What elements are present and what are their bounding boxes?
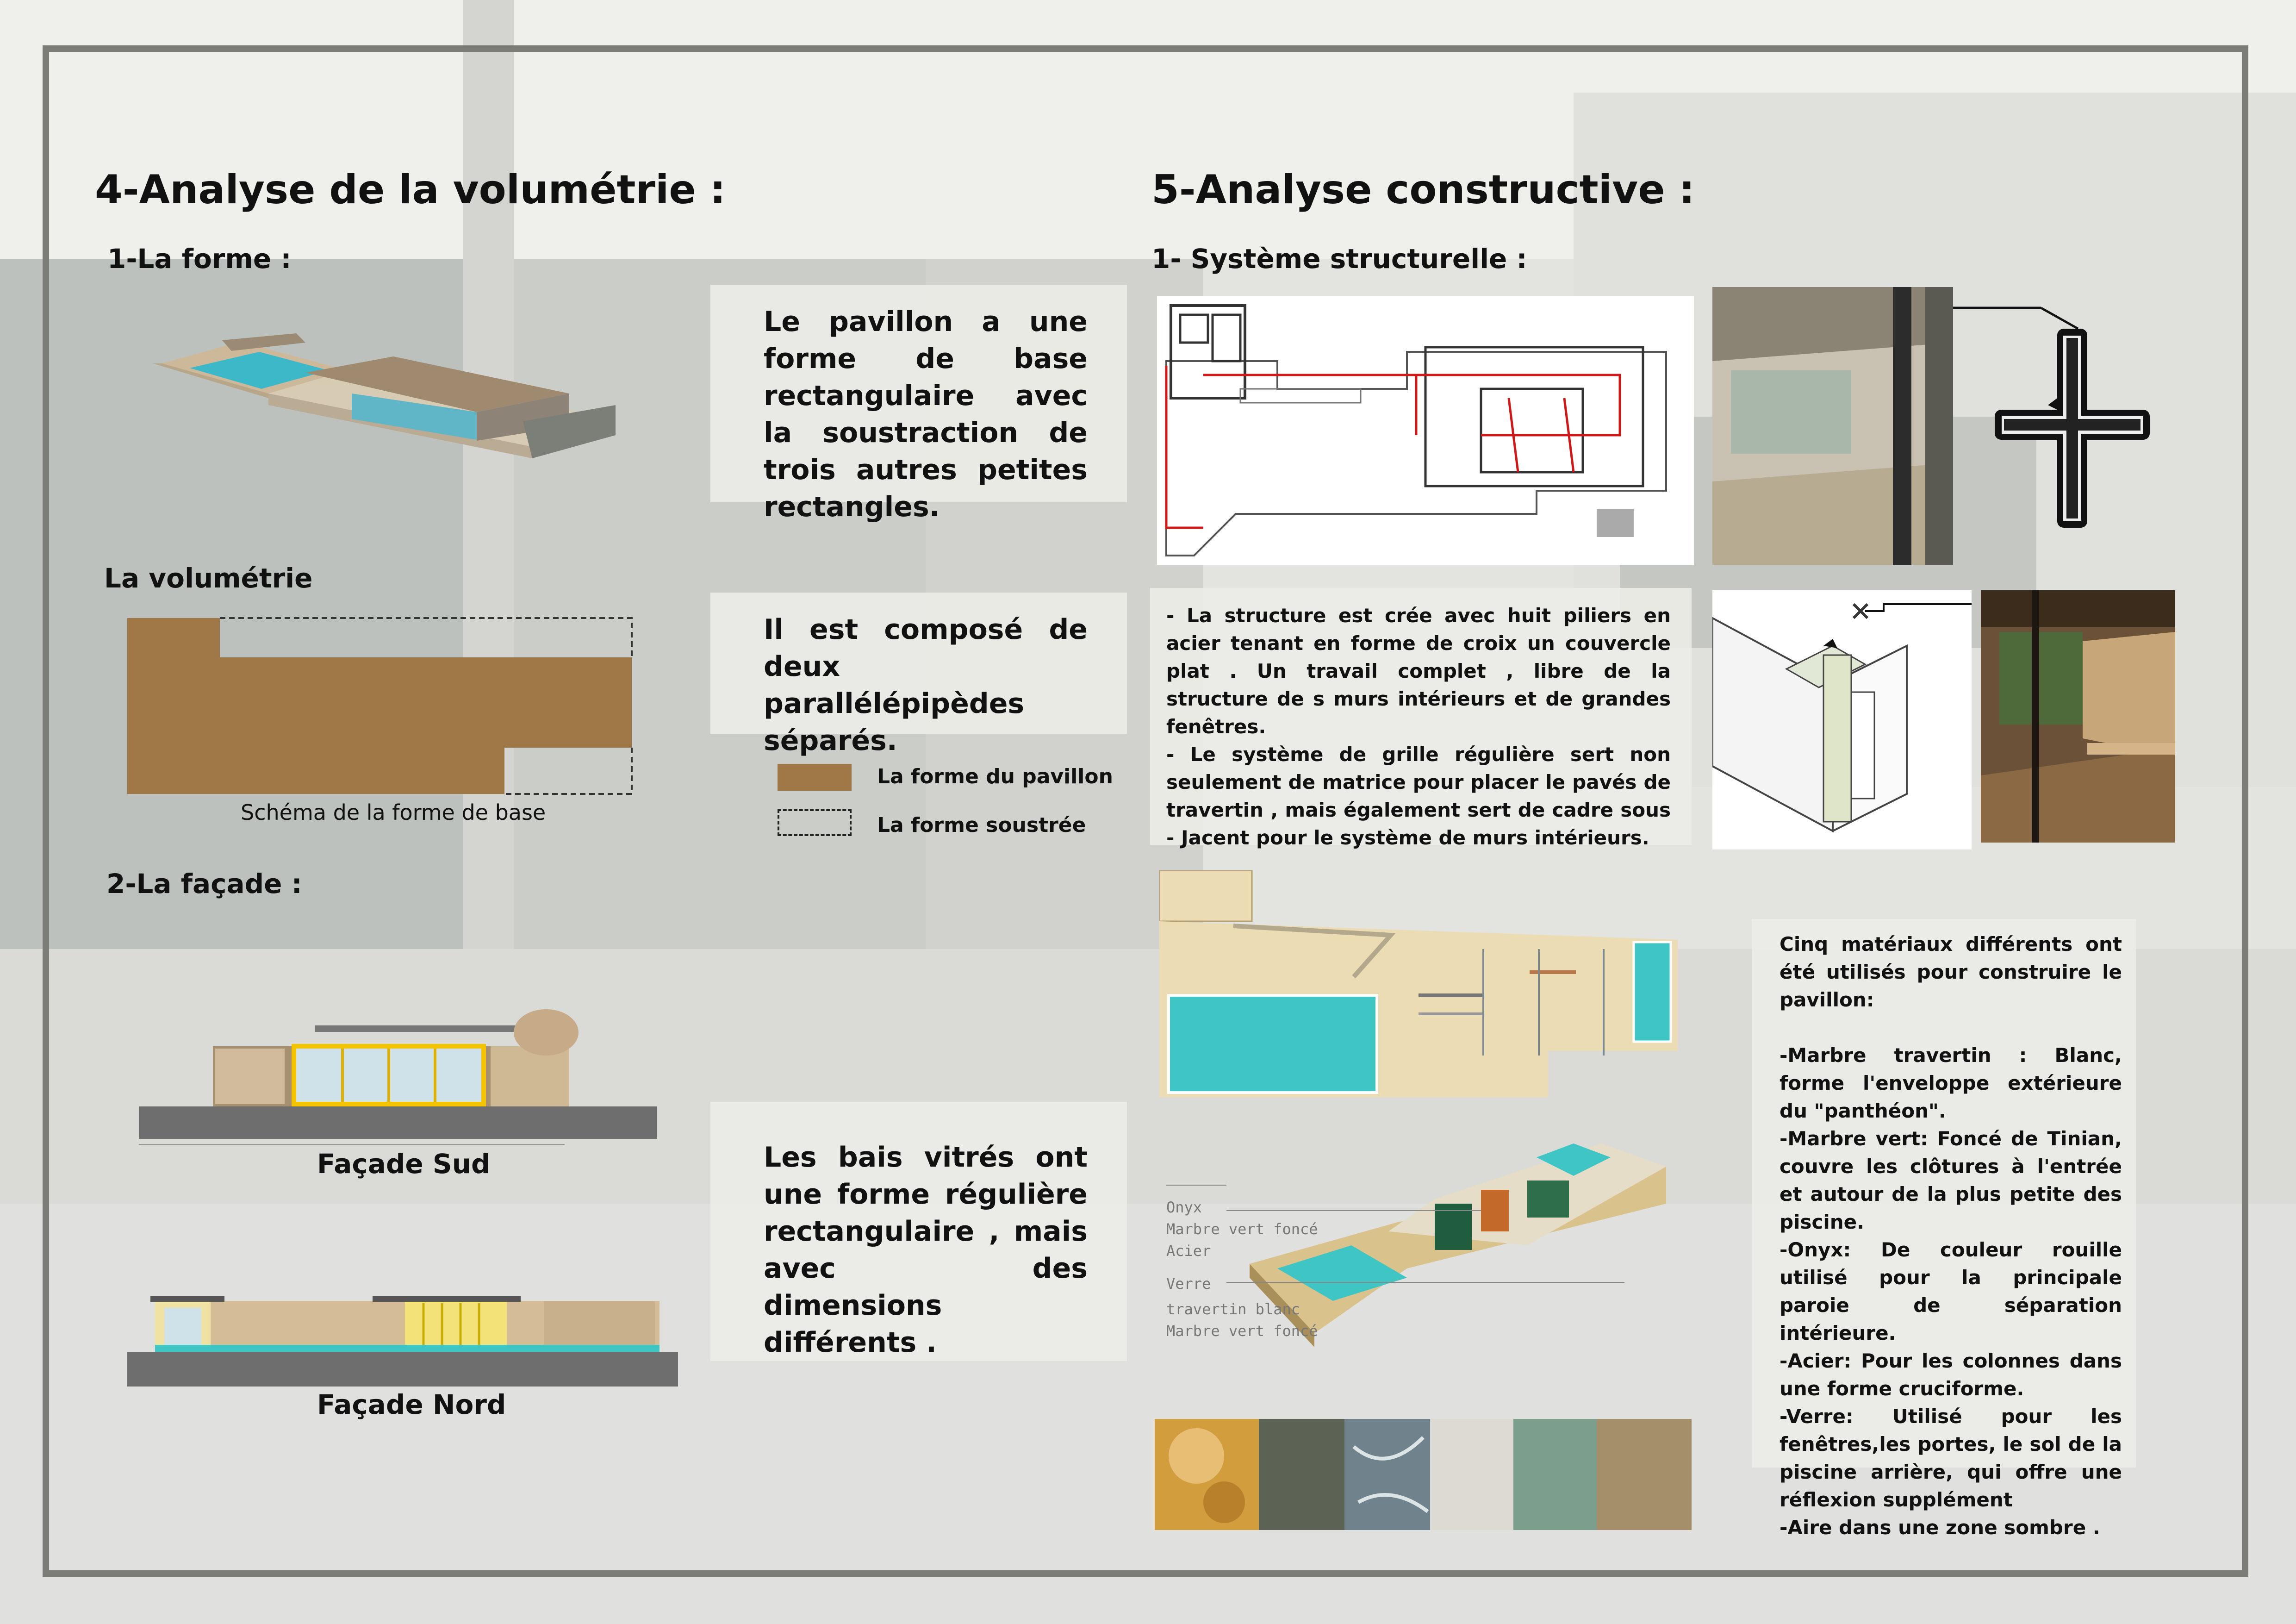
materials-text-spacer — [1780, 1014, 2122, 1042]
pavilion-plan-colored — [1159, 870, 1678, 1106]
cruciform-column-section — [1953, 287, 2194, 565]
materials-text-acier: -Acier: Pour les colonnes dans une forme cruciforme. — [1780, 1349, 2122, 1400]
swatch-marbre-vert — [1259, 1419, 1344, 1530]
legend-filled-swatch — [778, 764, 852, 791]
legend-dashed-swatch — [778, 809, 852, 836]
material-label: Onyx — [1166, 1199, 1202, 1216]
materials-description-panel — [1752, 919, 2136, 1539]
legend-dashed-label: La forme soustrée — [877, 813, 1086, 837]
interior-bench-photo — [1981, 590, 2175, 843]
material-labels-list — [1166, 1197, 1318, 1342]
material-label: Marbre vert foncé — [1166, 1322, 1318, 1340]
interior-column-photo — [1712, 287, 1953, 565]
pavilion-3d-model — [153, 319, 653, 505]
swatch-marbre-veine — [1344, 1419, 1430, 1530]
material-label: Marbre vert foncé — [1166, 1220, 1318, 1238]
heading-la-volumetrie: La volumétrie — [104, 562, 313, 594]
structural-axonometric-plan — [1157, 296, 1694, 565]
material-label: Verre — [1166, 1275, 1211, 1293]
facade-sud-drawing — [139, 981, 662, 1157]
heading-systeme-structurel: 1- Système structurelle : — [1151, 243, 1527, 275]
materials-text-travertin: -Marbre travertin : Blanc, forme l'enveloppe extérieure du "panthéon". — [1780, 1044, 2122, 1122]
facade-nord-drawing — [127, 1292, 683, 1393]
legend-filled-label: La forme du pavillon — [877, 765, 1113, 788]
material-label: Acier — [1166, 1242, 1211, 1260]
swatch-travertin — [1430, 1419, 1513, 1530]
swatch-verre — [1513, 1419, 1597, 1530]
facade-nord-caption: Façade Nord — [317, 1389, 506, 1420]
structure-text-2: - Le système de grille régulière sert non seulement de matrice pour placer le pavés de travertin , mais également sert de cadre sous - Jacent pour le système de murs intérieurs. — [1166, 743, 1671, 849]
heading-la-facade: 2-La façade : — [106, 868, 302, 899]
structure-text-1: - La structure est crée avec huit piliers en acier tenant en forme de croix un couvercle plat . Un travail complet , libre de la structure de s murs intérieurs et de grandes fenêtres. — [1166, 604, 1671, 738]
materials-text-onyx: -Onyx: De couleur rouille utilisé pour la principale paroie de séparation intérieure. — [1780, 1238, 2122, 1344]
forme-description: Le pavillon a une forme de base rectangulaire avec la soustraction de trois autres petites rectangles. — [764, 306, 1088, 523]
materials-text-verre: -Verre: Utilisé pour les fenêtres,les portes, le sol de la piscine arrière, qui offre une réflexion supplément — [1780, 1405, 2122, 1511]
volumetrie-description: Il est composé de deux parallélépipèdes séparés. — [764, 613, 1088, 757]
materials-text-intro: Cinq matériaux différents ont été utilisés pour construire le pavillon: — [1780, 933, 2122, 1011]
structure-description-panel — [1150, 588, 1692, 849]
swatch-acier — [1597, 1419, 1692, 1530]
forme-description-panel — [710, 285, 1127, 523]
volumetrie-description-panel — [710, 593, 1127, 757]
facade-description-panel — [710, 1102, 1127, 1361]
section-title-volumetrie: 4-Analyse de la volumétrie : — [95, 167, 726, 213]
materials-text-marbre-vert: -Marbre vert: Foncé de Tinian, couvre les clôtures à l'entrée et autour de la plus petite des piscine. — [1780, 1127, 2122, 1233]
materials-text-aire: -Aire dans une zone sombre . — [1780, 1516, 2100, 1539]
column-detail-drawing — [1712, 590, 1972, 849]
base-shape-schema — [125, 616, 634, 801]
facade-description: Les bais vitrés ont une forme régulière rectangulaire , mais avec des dimensions différents . — [764, 1141, 1088, 1359]
facade-sud-caption: Façade Sud — [317, 1148, 491, 1180]
material-label: travertin blanc — [1166, 1300, 1300, 1318]
section-title-constructive: 5-Analyse constructive : — [1151, 167, 1695, 213]
material-swatches — [1155, 1419, 1692, 1530]
heading-la-forme: 1-La forme : — [107, 243, 292, 275]
schema-caption: Schéma de la forme de base — [241, 800, 546, 825]
